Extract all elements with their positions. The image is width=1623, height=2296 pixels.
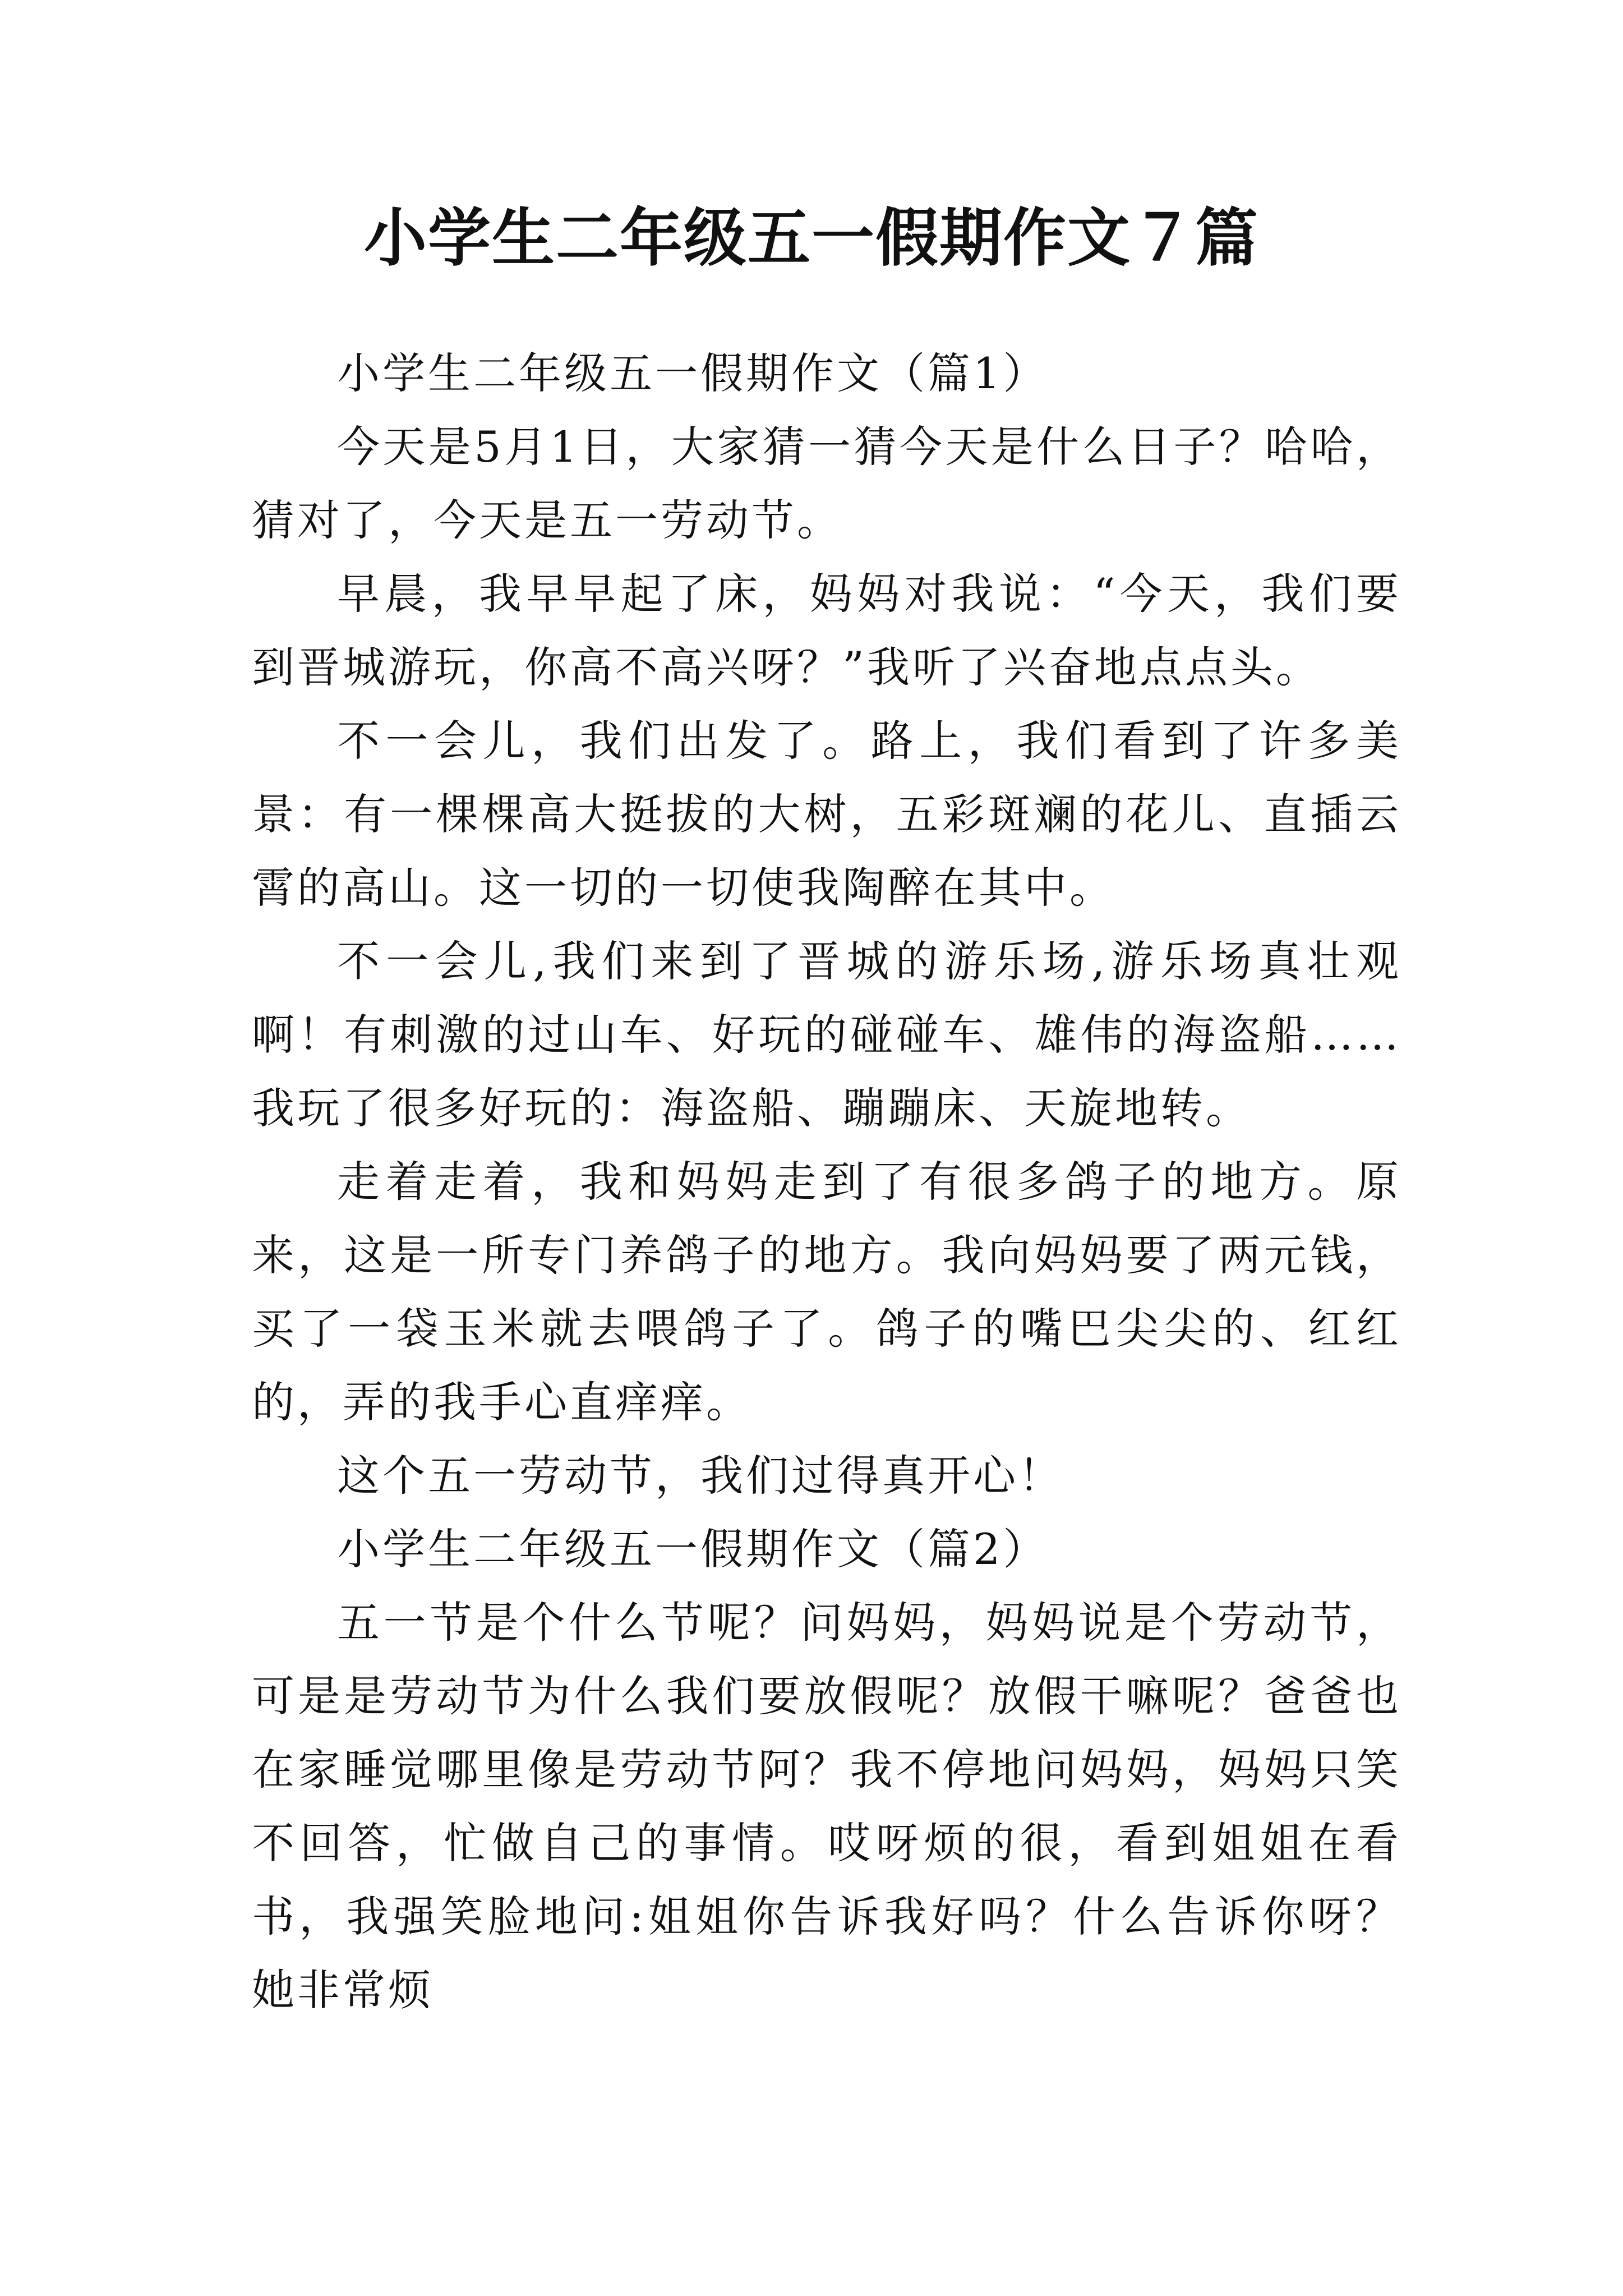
paragraph: 今天是5月1日，大家猜一猜今天是什么日子？哈哈，猜对了，今天是五一劳动节。	[252, 422, 1401, 545]
essay-heading: 小学生二年级五一假期作文（篇2）	[337, 1524, 1049, 1574]
paragraph: 不一会儿,我们来到了晋城的游乐场,游乐场真壮观啊！有刺激的过山车、好玩的碰碰车、雄伟的海盗船……我玩了很多好玩的：海盗船、蹦蹦床、天旋地转。	[252, 936, 1401, 1133]
document-body	[252, 337, 1401, 2027]
paragraph: 五一节是个什么节呢？问妈妈，妈妈说是个劳动节，可是是劳动节为什么我们要放假呢？放假干嘛呢？爸爸也在家睡觉哪里像是劳动节阿？我不停地问妈妈，妈妈只笑不回答，忙做自己的事情。哎呀烦的很，看到姐姐在看书，我强笑脸地问:姐姐你告诉我好吗？什么告诉你呀？她非常烦	[252, 1598, 1401, 2015]
document-title: 小学生二年级五一假期作文７篇	[364, 201, 1259, 275]
paragraph: 早晨，我早早起了床，妈妈对我说：“今天，我们要到晋城游玩，你高不高兴呀？”我听了兴奋地点点头。	[252, 569, 1401, 692]
paragraph: 不一会儿，我们出发了。路上，我们看到了许多美景：有一棵棵高大挺拔的大树，五彩斑斓的花儿、直插云霄的高山。这一切的一切使我陶醉在其中。	[252, 716, 1401, 913]
paragraph: 这个五一劳动节，我们过得真开心！	[337, 1451, 1064, 1501]
essay-heading: 小学生二年级五一假期作文（篇1）	[337, 348, 1049, 398]
paragraph: 走着走着，我和妈妈走到了有很多鸽子的地方。原来，这是一所专门养鸽子的地方。我向妈妈要了两元钱，买了一袋玉米就去喂鸽子了。鸽子的嘴巴尖尖的、红红的，弄的我手心直痒痒。	[252, 1157, 1401, 1427]
